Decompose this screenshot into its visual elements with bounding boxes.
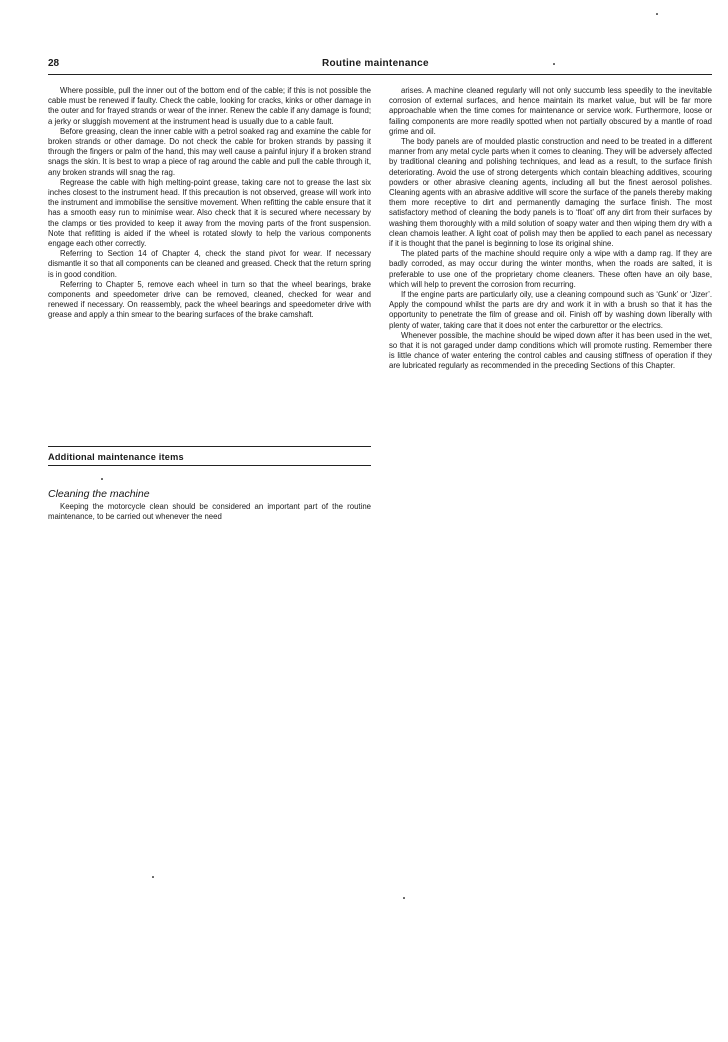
paragraph: Regrease the cable with high melting-point grease, taking care not to grease the last six inches closest to the instrument head. If this precaution is not observed, grease will work into the instrument and immobilise the sensitive movement. When refitting the cable ensure that it has a smooth easy run to minimise wear. Also check that it is secured where necessary by the clamps or ties provided to keep it away from the moving parts of the front suspension. Note that refitting is aided if the wheel is rotated slowly to help the various components engage each other correctly. [48,177,371,249]
paragraph: Where possible, pull the inner out of the bottom end of the cable; if this is not possible the cable must be renewed if faulty. Check the cable, looking for cracks, kinks or other damage in the outer and for frayed strands or wear of the inner. Renew the cable if any damage is found; a jerky or sluggish movement at the instrument head is usually due to a cable fault. [48,86,371,126]
scan-speck [553,63,555,65]
paragraph: If the engine parts are particularly oily, use a cleaning compound such as ‘Gunk’ or ‘Jizer’. Apply the compound whilst the parts are dry and work it in with a brush so that it has the opportunity to penetrate the film of grease and oil. Finish off by washing down liberally with plenty of water, taking care that it does not enter the carburettor or the electrics. [389,290,712,330]
section-heading: Additional maintenance items [48,452,184,462]
subsection-heading: Cleaning the machine [48,488,150,500]
paragraph: Keeping the motorcycle clean should be considered an important part of the routine maintenance, to be carried out whenever the need [48,502,371,522]
section-rule-bottom [48,465,371,466]
paragraph: Whenever possible, the machine should be wiped down after it has been used in the wet, so that it is not garaged under damp conditions which will promote rusting. Remember there is little chance of water entering the control cables and causing stiffness of operation if they are lubricated regularly as recommended in the preceding Sections of this Chapter. [389,330,712,371]
page-number: 28 [48,58,60,69]
scan-speck [656,13,658,15]
subsection-cleaning [48,488,371,522]
scan-speck [101,478,103,480]
paragraph: Before greasing, clean the inner cable with a petrol soaked rag and examine the cable for broken strands or other damage. Do not check the cable for broken strands by passing it through the fingers or palm of the hand, this may well cause a painful injury if a broken strand snags the skin. It is best to wrap a piece of rag around the cable and pull the cable through it, any broken strands will snag the rag. [48,126,371,177]
paragraph: Referring to Section 14 of Chapter 4, check the stand pivot for wear. If necessary dismantle it so that all components can be cleaned and greased. Check that the return spring is in good condition. [48,249,371,279]
paragraph: The plated parts of the machine should require only a wipe with a damp rag. If they are badly corroded, as may occur during the winter months, when the roads are salted, it is preferable to use one of the proprietary chome cleaners. These often have an oily base, which will help to prevent the corrosion from recurring. [389,249,712,289]
scan-speck [152,876,154,878]
header-rule [48,74,712,75]
scan-speck [403,897,405,899]
paragraph: Referring to Chapter 5, remove each wheel in turn so that the wheel bearings, brake components and speedometer drive can be removed, cleaned, checked for wear and renewed if necessary. On reassembly, pack the wheel bearings and speedometer drive with grease and apply a thin smear to the bearing surfaces of the brake camshaft. [48,279,371,320]
running-title: Routine maintenance [322,58,429,69]
paragraph: The body panels are of moulded plastic construction and need to be treated in a different manner from any metal cycle parts when it comes to cleaning. They will be adversely affected by traditional cleaning and polishing techniques, and lead as a result, to the surface finish deteriorating. Avoid the use of strong detergents which contain bleaching additives, scouring powders or other abrasive cleaning agents, including all but the finest aerosol polishes. Cleaning agents with an abrasive additive will score the surface of the panels thereby making them more receptive to dirt and permanently damaging the surface finish. The most satisfactory method of cleaning the body panels is to ‘float’ off any dirt from their surfaces by washing them thoroughly with a mild solution of soapy water and then wiping them dry with a clean chamois leather. A light coat of polish may then be applied to each panel as necessary if it is thought that the panel is beginning to lose its original shine. [389,137,712,249]
running-header [48,58,712,72]
right-column [389,86,712,372]
paragraph: arises. A machine cleaned regularly will not only succumb less speedily to the inevitable corrosion of external surfaces, and hence maintain its market value, but will be far more approachable when the time comes for maintenance or service work. Furthermore, loose or failing components are more readily spotted when not partially obscured by a mantle of road grime and oil. [389,86,712,136]
left-column [48,86,371,321]
section-heading-block [48,446,371,466]
